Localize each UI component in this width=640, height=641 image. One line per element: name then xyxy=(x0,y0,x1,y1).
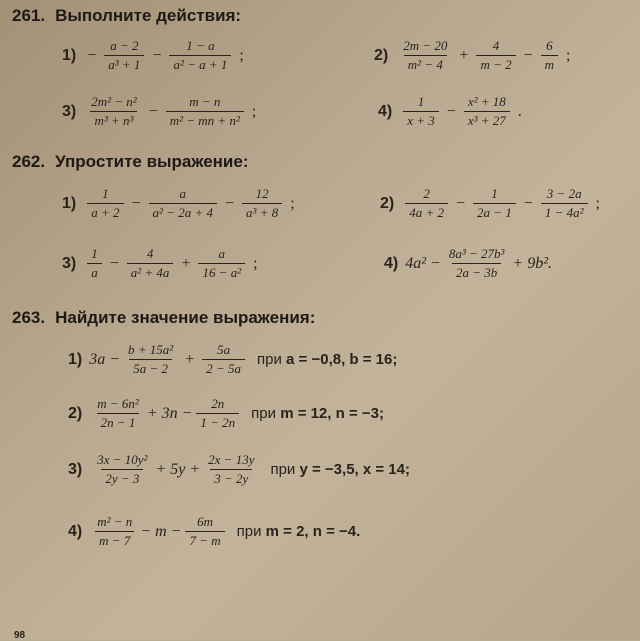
fraction xyxy=(242,186,282,221)
punctuation: ; xyxy=(290,194,295,212)
operator: + xyxy=(185,350,195,368)
item-label: 4) xyxy=(384,254,399,272)
item-label: 4) xyxy=(378,102,393,120)
numerator: 2 xyxy=(423,186,430,201)
fraction xyxy=(149,186,217,221)
exercise-263-item-3 xyxy=(68,452,410,487)
exercise-263-item-1 xyxy=(68,342,397,377)
fraction xyxy=(169,38,231,73)
fraction xyxy=(403,94,439,129)
exercise-262-item-2 xyxy=(380,186,604,221)
fraction xyxy=(196,396,239,431)
numerator: a xyxy=(179,186,187,201)
exercise-262-item-1 xyxy=(62,186,299,221)
operator: − xyxy=(225,194,235,212)
denominator: x + 3 xyxy=(403,111,439,129)
numerator: 6m xyxy=(197,514,213,529)
fraction xyxy=(464,94,510,129)
numerator: 1 − a xyxy=(186,38,215,53)
punctuation: . xyxy=(517,102,522,120)
expression-prefix: 3a − xyxy=(89,350,121,368)
operator: + xyxy=(459,46,469,64)
fraction xyxy=(93,452,151,487)
denominator: 7 − m xyxy=(185,531,224,549)
exercise-261-item-3 xyxy=(62,94,260,129)
denominator: 4a + 2 xyxy=(405,203,448,221)
fraction xyxy=(93,514,136,549)
operator: − xyxy=(131,194,141,212)
expression-middle: − m − xyxy=(140,522,182,540)
item-label: 3) xyxy=(68,460,83,478)
numerator: a xyxy=(218,246,226,261)
denominator: m − 7 xyxy=(95,531,134,549)
denominator: a³ + 8 xyxy=(242,203,282,221)
numerator: 2n xyxy=(211,396,225,411)
fraction xyxy=(405,186,448,221)
numerator: 2m² − n² xyxy=(91,94,137,109)
operator: − xyxy=(456,194,466,212)
denominator: 5a − 2 xyxy=(129,359,172,377)
fraction xyxy=(202,342,245,377)
condition-word: при xyxy=(251,405,277,422)
denominator: 2a − 1 xyxy=(473,203,516,221)
exercise-261-heading xyxy=(12,6,241,26)
fraction xyxy=(127,246,174,281)
operator: + xyxy=(181,254,191,272)
punctuation: ; xyxy=(253,254,258,272)
exercise-title: Упростите выражение: xyxy=(55,152,249,171)
fraction xyxy=(93,396,143,431)
denominator: 1 − 4a² xyxy=(541,203,588,221)
denominator: m² − mn + n² xyxy=(166,111,244,129)
numerator: 1 xyxy=(417,94,425,109)
numerator: 8a³ − 27b³ xyxy=(448,246,505,261)
numerator: 4 xyxy=(146,246,154,261)
denominator: a² + 4a xyxy=(127,263,174,281)
exercise-263-item-4 xyxy=(68,514,360,549)
exercise-number: 261. xyxy=(12,6,46,25)
numerator: x² + 18 xyxy=(467,94,506,109)
fraction xyxy=(87,246,102,281)
condition-values: a = −0,8, b = 16; xyxy=(286,351,398,368)
denominator: 2n − 1 xyxy=(97,413,140,431)
exercise-262-item-3 xyxy=(62,246,262,281)
fraction xyxy=(185,514,224,549)
fraction xyxy=(87,186,123,221)
numerator: 2m − 20 xyxy=(403,38,448,53)
fraction xyxy=(198,246,245,281)
numerator: 1 xyxy=(491,186,498,201)
numerator: 5a xyxy=(217,342,231,357)
denominator: 3 − 2y xyxy=(210,469,252,487)
exercise-263-item-2 xyxy=(68,396,384,431)
numerator: m − n xyxy=(189,94,221,109)
denominator: 2a − 3b xyxy=(452,263,501,281)
fraction xyxy=(399,38,451,73)
numerator: 3 − 2a xyxy=(546,186,582,201)
numerator: b + 15a² xyxy=(128,342,174,357)
denominator: 2 − 5a xyxy=(202,359,245,377)
fraction xyxy=(476,38,515,73)
exercise-title: Выполните действия: xyxy=(55,6,242,25)
item-label: 1) xyxy=(62,46,77,64)
numerator: 3x − 10y² xyxy=(97,452,148,467)
denominator: m xyxy=(541,55,558,73)
denominator: m³ + n³ xyxy=(90,111,137,129)
numerator: m² − n xyxy=(97,514,133,529)
item-label: 1) xyxy=(62,194,77,212)
numerator: 6 xyxy=(546,38,553,53)
fraction xyxy=(104,38,144,73)
numerator: 2x − 13y xyxy=(208,452,255,467)
denominator: x³ + 27 xyxy=(464,111,510,129)
fraction xyxy=(124,342,177,377)
operator: − xyxy=(523,46,533,64)
condition-values: m = 12, n = −3; xyxy=(280,405,384,422)
condition xyxy=(270,461,410,478)
operator: − xyxy=(148,102,158,120)
denominator: a² − a + 1 xyxy=(169,55,231,73)
item-label: 3) xyxy=(62,254,77,272)
fraction xyxy=(541,186,588,221)
operator: − xyxy=(109,254,119,272)
fraction xyxy=(473,186,516,221)
punctuation: ; xyxy=(251,102,257,120)
denominator: 16 − a² xyxy=(198,263,245,281)
numerator: a − 2 xyxy=(110,38,139,53)
exercise-263-heading xyxy=(12,308,315,328)
condition-values: y = −3,5, x = 14; xyxy=(299,461,410,478)
exercise-262-item-4 xyxy=(384,246,552,281)
fraction xyxy=(445,246,509,281)
exercise-261-item-2 xyxy=(374,38,574,73)
page-number-fragment: 98 xyxy=(14,630,26,641)
punctuation: ; xyxy=(566,46,571,64)
operator: − xyxy=(523,194,533,212)
denominator: a³ + 1 xyxy=(104,55,144,73)
operator: − xyxy=(152,46,162,64)
operator: − xyxy=(87,46,97,64)
condition xyxy=(237,523,361,540)
denominator: a² − 2a + 4 xyxy=(149,203,217,221)
item-label: 3) xyxy=(62,102,77,120)
item-label: 2) xyxy=(380,194,395,212)
condition-word: при xyxy=(236,523,262,540)
numerator: 1 xyxy=(102,186,109,201)
fraction xyxy=(204,452,258,487)
item-label: 1) xyxy=(68,350,83,368)
numerator: m − 6n² xyxy=(97,396,139,411)
expression-middle: + 3n − xyxy=(146,404,193,422)
punctuation: ; xyxy=(595,194,600,212)
exercise-number: 263. xyxy=(12,308,46,327)
fraction xyxy=(541,38,558,73)
condition-word: при xyxy=(257,351,282,368)
exercise-number: 262. xyxy=(12,152,46,171)
item-label: 2) xyxy=(68,404,83,422)
expression-suffix: + 9b². xyxy=(512,254,552,272)
expression-middle: + 5y + xyxy=(155,460,201,478)
denominator: a + 2 xyxy=(87,203,123,221)
numerator: 12 xyxy=(255,186,269,201)
numerator: 4 xyxy=(492,38,500,53)
condition xyxy=(257,351,397,368)
denominator: m² − 4 xyxy=(404,55,447,73)
numerator: 1 xyxy=(91,246,98,261)
condition-values: m = 2, n = −4. xyxy=(265,523,361,540)
denominator: a xyxy=(87,263,102,281)
exercise-262-heading xyxy=(12,152,249,172)
exercise-261-item-1 xyxy=(62,38,248,73)
fraction xyxy=(87,94,140,129)
exercise-title: Найдите значение выражения: xyxy=(55,308,316,327)
denominator: 1 − 2n xyxy=(196,413,239,431)
denominator: 2y − 3 xyxy=(101,469,143,487)
item-label: 2) xyxy=(374,46,389,64)
condition xyxy=(251,405,384,422)
operator: − xyxy=(446,102,456,120)
punctuation: ; xyxy=(239,46,244,64)
item-label: 4) xyxy=(68,522,83,540)
expression-prefix: 4a² − xyxy=(405,254,441,272)
exercise-261-item-4 xyxy=(378,94,526,129)
fraction xyxy=(166,94,244,129)
condition-word: при xyxy=(270,461,296,478)
denominator: m − 2 xyxy=(476,55,515,73)
